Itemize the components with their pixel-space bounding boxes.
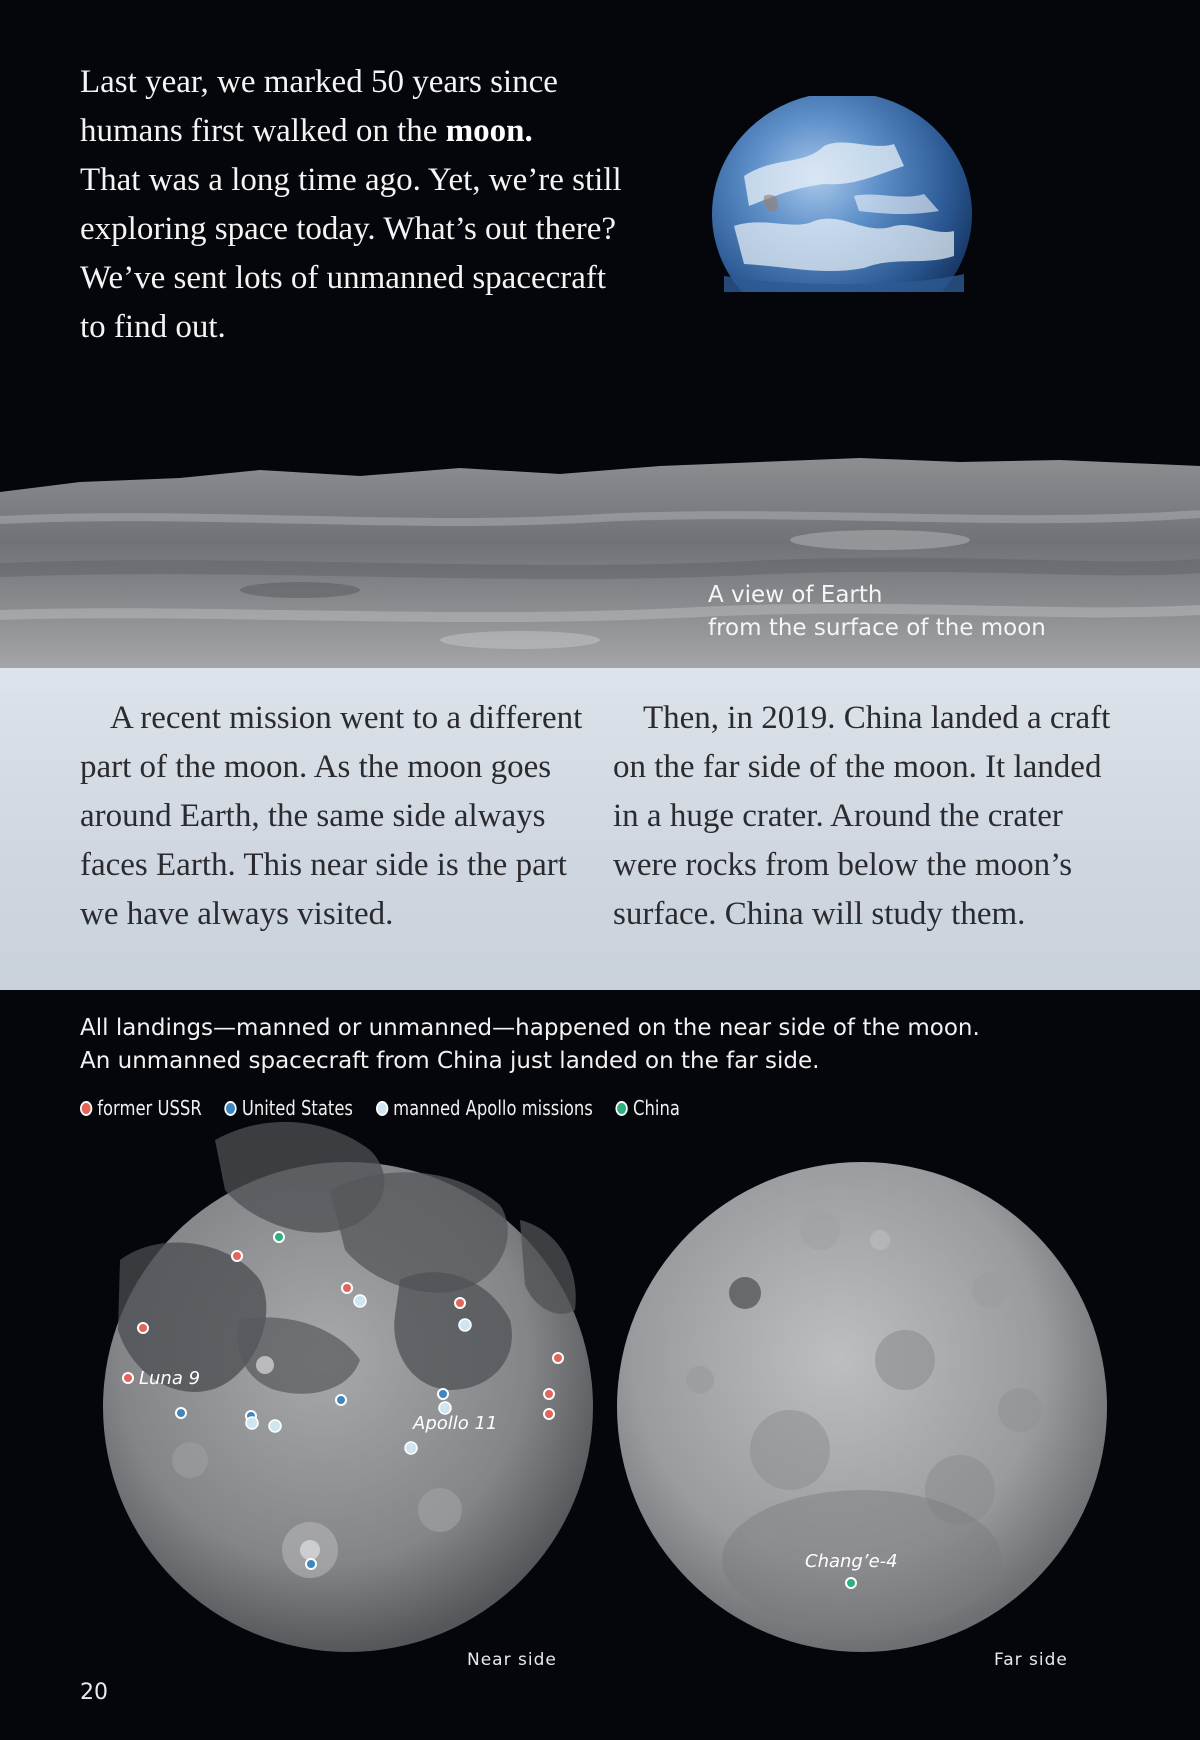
moon-bold-word: moon. <box>445 113 533 149</box>
us-site <box>336 1395 346 1405</box>
ussr-site <box>544 1389 554 1399</box>
far-side-label: Far side <box>982 1648 1080 1672</box>
legend-item-china: China <box>616 1096 680 1120</box>
legend-item-apollo: manned Apollo missions <box>376 1096 593 1120</box>
apollo-site <box>246 1417 258 1429</box>
ussr-site <box>138 1323 148 1333</box>
map-legend <box>80 1093 703 1123</box>
apollo-site <box>354 1295 366 1307</box>
legend-item-ussr: former USSR <box>80 1096 202 1120</box>
body-text-right: Then, in 2019. China landed a craft on the far side of the moon. It landed in a huge crater. Around the crater were rocks from below the moon’s surface. China will study them. <box>613 700 1111 932</box>
ussr-site <box>232 1251 242 1261</box>
apollo-site <box>405 1442 417 1454</box>
us-site <box>306 1559 316 1569</box>
earth-photo-section <box>0 0 1200 668</box>
legend-dot-apollo <box>376 1101 388 1116</box>
page-number: 20 <box>80 1680 108 1705</box>
legend-dot-ussr <box>80 1101 92 1116</box>
body-text-section <box>0 668 1200 990</box>
apollo-site <box>269 1420 281 1432</box>
us-site <box>438 1389 448 1399</box>
legend-item-united-states: United States <box>225 1096 353 1120</box>
far-side-moon <box>617 1162 1107 1652</box>
body-text-left: A recent mission went to a different part of the moon. As the moon goes around Earth, the same side always faces Earth. This near side is the part we have always visited. <box>80 700 583 932</box>
ussr-site <box>544 1409 554 1419</box>
apollo11-label: Apollo 11 <box>413 1413 498 1434</box>
luna9-label: Luna 9 <box>139 1368 201 1389</box>
ussr-site <box>553 1353 563 1363</box>
landing-map-section <box>0 990 1200 1740</box>
near-side-label: Near side <box>455 1648 569 1672</box>
earth-image <box>704 96 984 306</box>
apollo-site <box>459 1319 471 1331</box>
intro-text: Last year, we marked 50 years since humans first walked on the moon. That was a long time ago. Yet, we’re still exploring space today. What’s out there? We’ve sent lots of unmanned spacecraft to find out. <box>80 64 622 345</box>
legend-dot-united-states <box>225 1101 237 1116</box>
change4-label: Chang’e-4 <box>805 1551 898 1572</box>
ussr-site <box>455 1298 465 1308</box>
china-site <box>274 1232 284 1242</box>
ussr-site <box>123 1373 133 1383</box>
ussr-site <box>342 1283 352 1293</box>
map-caption: All landings—manned or unmanned—happened on the near side of the moon. An unmanned spacecraft from China just landed on the far side. <box>80 1015 980 1074</box>
photo-caption: A view of Earth from the surface of the moon <box>708 582 1046 641</box>
us-site <box>176 1408 186 1418</box>
legend-dot-china <box>616 1101 628 1116</box>
china-site <box>846 1578 856 1588</box>
